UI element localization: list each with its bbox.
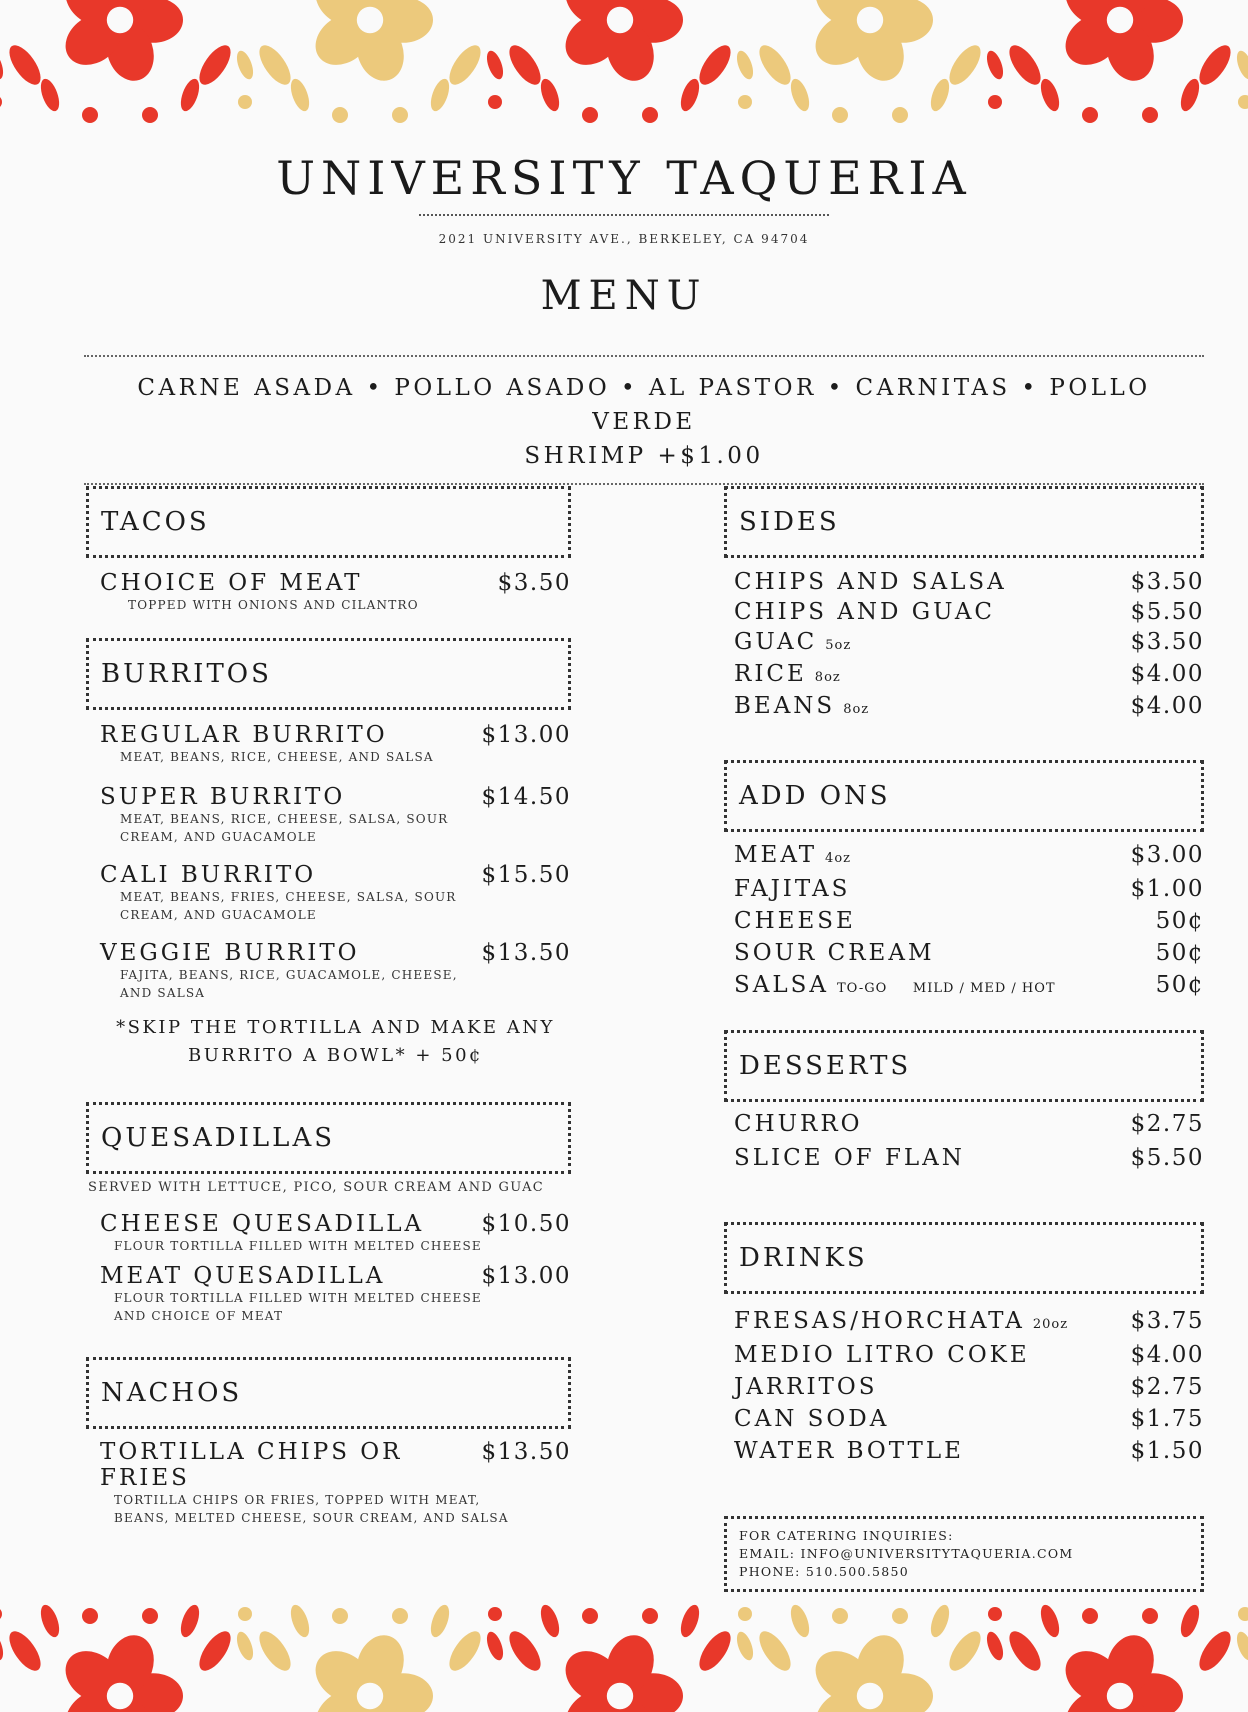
leaf-motif [694,40,737,89]
flower-motif [56,1629,183,1712]
item-price: $1.50 [1130,1438,1204,1464]
section-burritos: BURRITOS [86,638,571,710]
item-label [734,906,856,938]
dot-motif [1142,107,1158,123]
dot-motif [392,1608,408,1624]
burritos-list [86,710,571,1070]
nachos-list [86,1429,571,1527]
item-price: 50¢ [1155,908,1204,934]
dot-motif [642,107,658,123]
menu-item [734,1340,1204,1372]
leaf-motif [4,40,47,89]
menu-item [734,660,1204,692]
leaf-motif [1234,49,1248,82]
dot-motif [738,1607,752,1621]
menu-item [734,1108,1204,1142]
leaf-motif [1177,76,1203,113]
item-label [734,938,935,970]
menu-item [100,862,571,924]
item-description: TOPPED WITH ONIONS AND CILANTRO [128,598,419,612]
menu-heading: MENU [540,273,708,319]
section-nachos: NACHOS [86,1357,571,1429]
item-label [734,598,995,628]
meat-choices-banner [84,355,1204,485]
shrimp-upcharge: SHRIMP +$1.00 [524,443,764,469]
dot-motif [238,1607,252,1621]
menu-item [734,970,1204,1004]
item-label [734,1372,878,1404]
flower-motif [1056,0,1183,87]
leaf-motif [287,76,313,113]
leaf-motif [734,49,757,82]
dot-motif [988,1607,1002,1621]
item-name: SALSA [734,972,830,998]
item-price: $10.50 [481,1211,571,1237]
catering-info-box [724,1516,1204,1592]
menu-item [734,840,1204,874]
item-label [734,1108,863,1142]
item-label [734,1436,964,1468]
item-name: SLICE OF FLAN [734,1145,965,1171]
leaf-motif [1177,1602,1203,1639]
menu-item [100,940,571,1002]
dot-motif [142,107,158,123]
leaf-motif [1037,76,1063,113]
item-description: FLOUR TORTILLA FILLED WITH MELTED CHEESE AND CHOICE OF MEAT [114,1291,482,1323]
leaf-motif [427,76,453,113]
item-name: MEDIO LITRO COKE [734,1342,1030,1368]
item-description: FAJITA, BEANS, RICE, GUACAMOLE, CHEESE, AND SALSA [120,968,458,1000]
item-price: $3.50 [497,570,571,596]
item-label [734,1306,1068,1340]
restaurant-name: UNIVERSITY TAQUERIA [276,151,972,205]
item-name: CHIPS AND SALSA [734,569,1007,595]
dot-motif [332,1608,348,1624]
item-name: SOUR CREAM [734,940,935,966]
item-name: SUPER BURRITO [100,784,346,810]
dot-motif [238,95,252,109]
section-drinks: DRINKS [724,1222,1204,1294]
leaf-motif [504,40,547,89]
leaf-motif [444,40,487,89]
leaf-motif [177,76,203,113]
dot-motif [332,107,348,123]
menu-item [100,784,571,846]
item-name: CHIPS AND GUAC [734,599,996,625]
menu-item [100,570,571,614]
item-description: MEAT, BEANS, FRIES, CHEESE, SALSA, SOUR CREAM, AND GUACAMOLE [120,890,457,922]
item-size: 8oz [843,702,870,717]
dot-motif [892,107,908,123]
item-price: $13.00 [481,722,571,748]
add-ons-list [724,832,1204,1004]
item-price: 50¢ [1155,940,1204,966]
leaf-motif [984,1630,1007,1663]
quesadillas-list [86,1195,571,1325]
dot-motif [1082,107,1098,123]
item-price: $1.75 [1130,1406,1204,1432]
dot-motif [82,107,98,123]
dot-motif [988,95,1002,109]
leaf-motif [37,76,63,113]
item-name: CHEESE [734,908,856,934]
leaf-motif [944,40,987,89]
leaf-motif [694,1626,737,1675]
leaf-motif [734,1630,757,1663]
flower-motif [556,1629,683,1712]
item-label [734,692,869,724]
dot-motif [0,1607,2,1621]
dot-motif [1238,1607,1248,1621]
leaf-motif [927,76,953,113]
item-label [734,660,841,692]
item-price: $13.00 [481,1263,571,1289]
leaf-motif [677,1602,703,1639]
item-size: 20oz [1032,1317,1069,1332]
item-price: 50¢ [1155,972,1204,998]
restaurant-address: 2021 UNIVERSITY AVE., BERKELEY, CA 94704 [438,232,810,246]
item-name: JARRITOS [734,1374,878,1400]
item-price: $3.00 [1130,842,1204,868]
item-price: $3.50 [1130,629,1204,655]
item-name: CHOICE OF MEAT [100,570,363,596]
menu-item [100,1439,571,1527]
dot-motif [642,1608,658,1624]
item-size: 4oz [825,851,851,866]
dot-motif [82,1608,98,1624]
item-price: $3.50 [1130,569,1204,595]
item-name: FAJITAS [734,876,851,902]
item-price: $4.00 [1130,1342,1204,1368]
tacos-list [86,558,571,614]
item-name: REGULAR BURRITO [100,722,388,748]
leaf-motif [1004,40,1047,89]
menu-header [0,150,1248,320]
menu-item [734,628,1204,660]
dot-motif [488,1607,502,1621]
leaf-motif [177,1602,203,1639]
leaf-motif [944,1626,987,1675]
leaf-motif [927,1602,953,1639]
top-floral-border [0,0,1248,125]
item-name: TORTILLA CHIPS OR FRIES [100,1439,403,1491]
menu-item [734,568,1204,598]
leaf-motif [537,76,563,113]
dot-motif [832,1608,848,1624]
leaf-motif [234,49,257,82]
item-label [734,874,850,906]
item-name: GUAC [734,629,818,655]
menu-item [734,906,1204,938]
leaf-motif [194,40,237,89]
menu-item [734,874,1204,906]
item-name: CAN SODA [734,1406,890,1432]
leaf-motif [1194,1626,1237,1675]
dot-motif [1238,95,1248,109]
dot-motif [0,95,2,109]
leaf-motif [37,1602,63,1639]
leaf-motif [787,76,813,113]
right-column [724,486,1204,1592]
leaf-motif [754,40,797,89]
leaf-motif [484,49,507,82]
leaf-motif [754,1626,797,1675]
dot-motif [738,95,752,109]
menu-item [100,1211,571,1255]
item-price: $14.50 [481,784,571,810]
flower-motif [1056,1629,1183,1712]
leaf-motif [677,76,703,113]
leaf-motif [0,1630,6,1663]
desserts-list [724,1102,1204,1176]
leaf-motif [0,49,6,82]
section-quesadillas: QUESADILLAS [86,1102,571,1174]
drinks-list [724,1294,1204,1468]
dot-motif [488,95,502,109]
item-name: MEAT QUESADILLA [100,1263,386,1289]
leaf-motif [287,1602,313,1639]
item-description: TORTILLA CHIPS OR FRIES, TOPPED WITH MEAT, BEANS, MELTED CHEESE, SOUR CREAM, AND SALSA [114,1493,509,1525]
menu-item [734,598,1204,628]
item-price: $2.75 [1130,1374,1204,1400]
item-price: $3.75 [1130,1308,1204,1334]
leaf-motif [234,1630,257,1663]
menu-item [100,1263,571,1325]
dot-motif [582,107,598,123]
dot-motif [892,1608,908,1624]
dot-motif [832,107,848,123]
dot-motif [582,1608,598,1624]
item-label [734,1340,1030,1372]
item-price: $5.50 [1130,599,1204,625]
item-price: $5.50 [1130,1145,1204,1171]
bowl-note: *SKIP THE TORTILLA AND MAKE ANY BURRITO A BOWL* + 50¢ [116,1017,555,1066]
flower-motif [306,1629,433,1712]
item-description: MEAT, BEANS, RICE, CHEESE, SALSA, SOUR CREAM, AND GUACAMOLE [120,812,449,844]
leaf-motif [787,1602,813,1639]
item-name: BEANS [734,693,836,719]
item-size: TO-GO MILD / MED / HOT [837,981,1056,996]
item-size: 5oz [825,638,852,653]
item-price: $1.00 [1130,876,1204,902]
item-label [734,1404,889,1436]
item-name: MEAT [734,842,818,868]
item-label [734,568,1007,598]
leaf-motif [254,1626,297,1675]
item-name: CHURRO [734,1111,863,1137]
item-price: $4.00 [1130,661,1204,687]
item-price: $4.00 [1130,693,1204,719]
item-description: FLOUR TORTILLA FILLED WITH MELTED CHEESE [114,1239,482,1253]
left-column [86,486,571,1527]
section-tacos: TACOS [86,486,571,558]
menu-item [734,1404,1204,1436]
flower-motif [556,0,683,87]
item-label [734,840,851,874]
leaf-motif [4,1626,47,1675]
leaf-motif [504,1626,547,1675]
leaf-motif [1194,40,1237,89]
item-name: RICE [734,661,807,687]
section-add-ons: ADD ONS [724,760,1204,832]
section-sides: SIDES [724,486,1204,558]
section-desserts: DESSERTS [724,1030,1204,1102]
flower-motif [806,0,933,87]
flower-motif [306,0,433,87]
sides-list [724,558,1204,724]
item-price: $13.50 [481,940,571,966]
item-label [734,970,1056,1004]
menu-item [734,1372,1204,1404]
menu-item [734,938,1204,970]
item-name: CHEESE QUESADILLA [100,1211,425,1237]
menu-item [734,1142,1204,1176]
title-divider [419,214,829,216]
menu-item [100,722,571,766]
dot-motif [392,107,408,123]
leaf-motif [484,1630,507,1663]
item-name: FRESAS/HORCHATA [734,1308,1025,1334]
item-label [734,628,851,660]
item-name: VEGGIE BURRITO [100,940,360,966]
dot-motif [142,1608,158,1624]
leaf-motif [427,1602,453,1639]
dot-motif [1082,1608,1098,1624]
item-name: CALI BURRITO [100,862,317,888]
item-size: 8oz [814,670,841,685]
leaf-motif [1004,1626,1047,1675]
item-price: $13.50 [481,1439,571,1465]
item-price: $2.75 [1130,1111,1204,1137]
menu-item [734,692,1204,724]
dot-motif [1142,1608,1158,1624]
flower-motif [56,0,183,87]
menu-item [734,1306,1204,1340]
item-name: WATER BOTTLE [734,1438,964,1464]
leaf-motif [444,1626,487,1675]
leaf-motif [984,49,1007,82]
leaf-motif [1234,1630,1248,1663]
item-label [734,1142,965,1176]
leaf-motif [1037,1602,1063,1639]
item-price: $15.50 [481,862,571,888]
menu-item [734,1436,1204,1468]
flower-motif [806,1629,933,1712]
floral-pattern-top [0,0,1248,125]
quesadillas-note: SERVED WITH LETTUCE, PICO, SOUR CREAM AND GUAC [88,1180,545,1195]
leaf-motif [254,40,297,89]
leaf-motif [194,1626,237,1675]
item-description: MEAT, BEANS, RICE, CHEESE, AND SALSA [120,750,434,764]
leaf-motif [537,1602,563,1639]
catering-phone: PHONE: 510.500.5850 [739,1564,909,1579]
catering-heading: FOR CATERING INQUIRIES: [739,1528,954,1543]
meat-choices: CARNE ASADA • POLLO ASADO • AL PASTOR • CARNITAS • POLLO VERDE [137,375,1151,435]
catering-email: EMAIL: INFO@UNIVERSITYTAQUERIA.COM [739,1546,1074,1561]
